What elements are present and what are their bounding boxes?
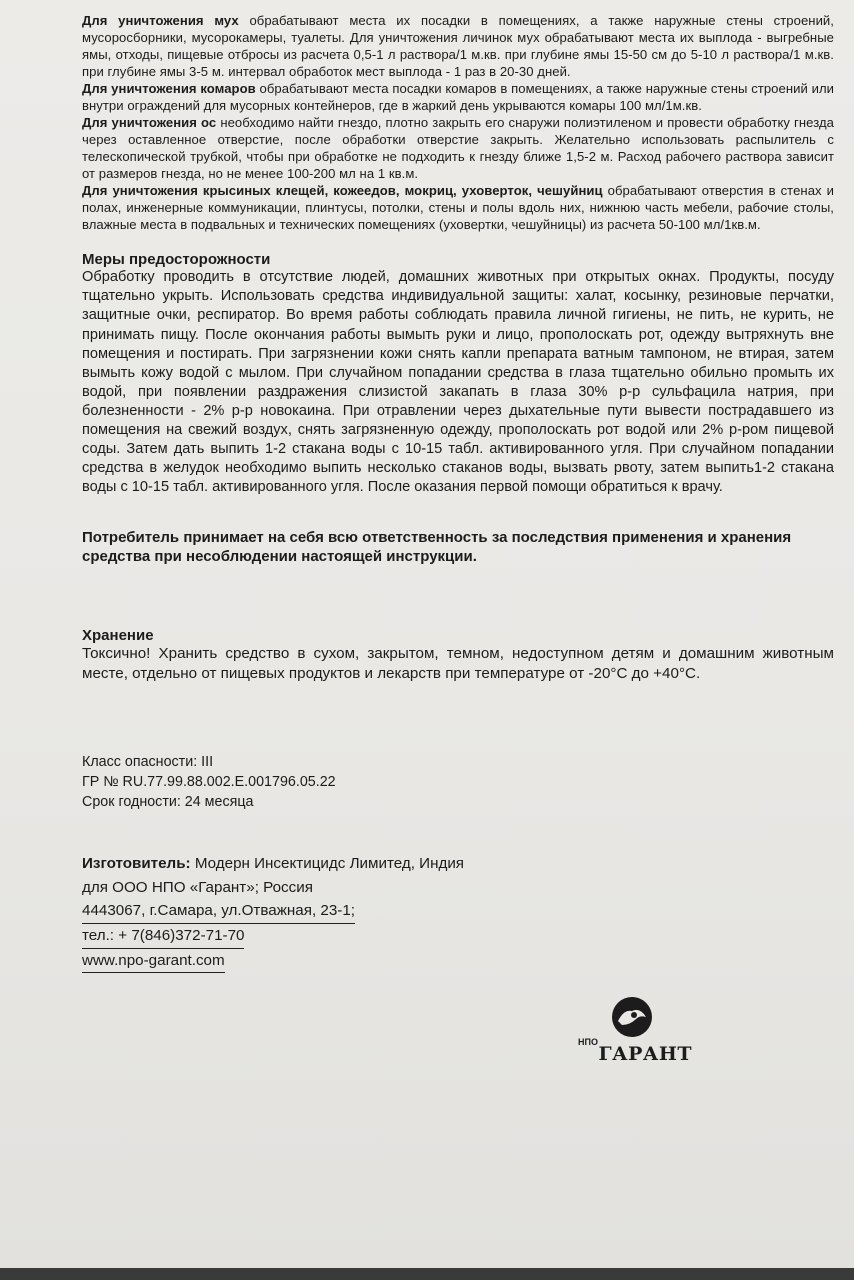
storage-text: Токсично! Хранить средство в сухом, закрытом, темном, недоступном детям и домашним животным месте, отдельно от пищевых продуктов и лекарств при температуре от -20°С до +40°С.	[82, 645, 834, 683]
manufacturer-phone: тел.: + 7(846)372-71-70	[82, 924, 244, 949]
mites-text: обрабатывают отверстия в стенах и полах, инженерные коммуникации, плинтусы, потолки, стены и полы вдоль них, нижнюю часть мебели, рабочие столы, влажные места в подвальных и технических помещениях (уховертки, чешуйницы) из расчета 50-100 мл/1кв.м.	[82, 183, 834, 233]
wasps-paragraph	[82, 114, 834, 182]
wasps-text: необходимо найти гнездо, плотно закрыть его снаружи полиэтиленом и провести обработку гнезда через оставленное отверстие, после обработки отверстие закрыть. Желательно использовать распылитель с телескопической трубкой, чтобы при обработке не подходить к гнезду ближе 1,5-2 м. Расход рабочего раствора зависит от размеров гнезда, но не менее 100-200 мл на 1 кв.м.	[82, 115, 834, 182]
hazard-class: Класс опасности: III	[82, 754, 214, 771]
manufacturer-address: 4443067, г.Самара, ул.Отважная, 23-1;	[82, 899, 355, 924]
product-meta	[82, 752, 834, 812]
mites-heading: Для уничтожения крысиных клещей, кожеедов, мокриц, уховерток, чешуйниц	[82, 183, 603, 199]
usage-instructions	[82, 12, 834, 233]
shelf-life: Срок годности: 24 месяца	[82, 794, 254, 811]
mosquitoes-heading: Для уничтожения комаров	[82, 81, 256, 97]
wasps-heading: Для уничтожения ос	[82, 115, 217, 131]
manufacturer-phone-line	[82, 924, 552, 949]
mites-paragraph	[82, 182, 834, 233]
garant-logo	[574, 995, 694, 1073]
logo-name: ГАРАНТ	[598, 1043, 692, 1065]
manufacturer-website-line	[82, 949, 552, 974]
precautions-text: Обработку проводить в отсутствие людей, домашних животных при открытых окнах. Продукты, посуду тщательно укрыть. Использовать средства индивидуальной защиты: халат, косынку, резиновые перчатки, защитные очки, респиратор. Во время работы соблюдать правила личной гигиены, не пить, не курить, не принимать пищу. После окончания работы вымыть руки и лицо, прополоскать рот, одежду вытряхнуть вне помещения и постирать. При загрязнении кожи снять капли препарата ватным тампоном, не втирая, затем вымыть кожу водой с мылом. При случайном попадании средства в глаза тщательно обильно промыть их водой, при появлении раздражения слизистой закапать в глаза 30% р-р сульфацила натрия, при болезненности - 2% р-р новокаина. При отравлении через дыхательные пути вывести пострадавшего из помещения на свежий воздух, снять загрязненную одежду, прополоскать рот водой или 2% р-ром пищевой соды. Затем дать выпить 1-2 стакана воды с 10-15 табл. активированного угля. При случайном попадании средства в желудок необходимо выпить несколько стаканов воды, вызвать рвоту, затем выпить1-2 стакана воды с 10-15 табл. активированного угля. После оказания первой помощи обратиться к врачу.	[82, 269, 834, 496]
flies-paragraph	[82, 12, 834, 80]
manufacturer-address-line	[82, 899, 552, 924]
storage-section	[82, 627, 834, 684]
registration-number: ГР № RU.77.99.88.002.Е.001796.05.22	[82, 774, 336, 791]
mosquitoes-text: обрабатывают места посадки комаров в помещениях, а также наружные стены строений или внутри ограждений для мусорных контейнеров, где в жаркий день укрываются комары 100 мл/1м.кв.	[82, 81, 834, 114]
responsibility-notice: Потребитель принимает на себя всю ответственность за последствия применения и хранения средства при несоблюдении настоящей инструкции.	[82, 528, 792, 566]
storage-title: Хранение	[82, 627, 154, 645]
manufacturer-block	[82, 852, 552, 973]
sheet-content	[82, 12, 834, 973]
mosquitoes-paragraph	[82, 80, 834, 114]
flies-text: обрабатывают места их посадки в помещениях, а также наружные стены строений, мусоросборники, мусорокамеры, туалеты. Для уничтожения личинок мух обрабатывают места их выплода - выгребные ямы, отходы, пищевые отбросы из расчета 0,5-1 л раствора/1 м.кв. при глубине ямы 15-50 см до 5-10 л раствора/1 м.кв. при глубине ямы 3-5 м. интервал обработок мест выплода - 1 раз в 20-30 дней.	[82, 13, 834, 80]
logo-prefix: НПО	[578, 1037, 598, 1047]
manufacturer-label: Изготовитель:	[82, 855, 191, 873]
photo-bottom-edge	[0, 1268, 854, 1280]
manufacturer-for: для ООО НПО «Гарант»; Россия	[82, 878, 313, 896]
manufacturer-website: www.npo-garant.com	[82, 949, 225, 974]
manufacturer-name: Модерн Инсектицидс Лимитед, Индия	[190, 855, 465, 873]
flies-heading: Для уничтожения мух	[82, 13, 239, 28]
precautions-title: Меры предосторожности	[82, 251, 271, 269]
manufacturer-line	[82, 852, 552, 876]
logo-emblem-icon	[610, 995, 654, 1039]
